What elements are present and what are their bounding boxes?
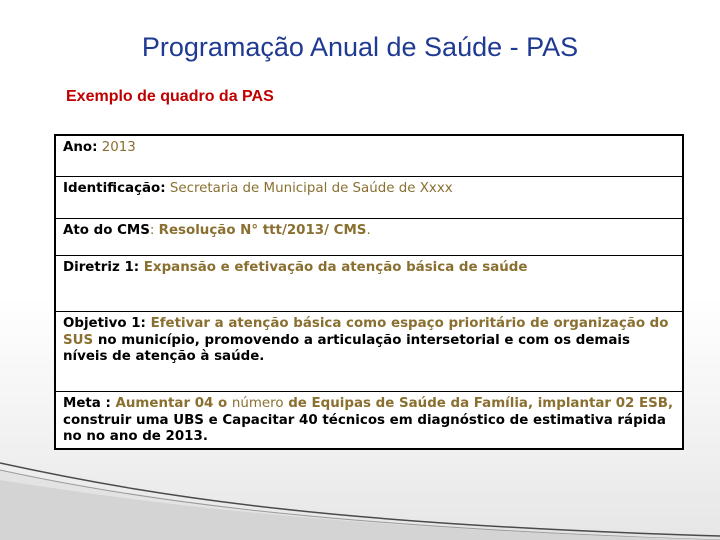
- meta-value-c: de Equipas de Saúde da Família, implantar 02 ESB,: [283, 396, 674, 411]
- ato-value: Resolução N° ttt/2013/ CMS: [158, 223, 367, 238]
- ato-sep: :: [149, 223, 159, 238]
- row-identificacao: [56, 177, 682, 219]
- row-diretriz: [56, 256, 682, 312]
- objetivo-label: Objetivo 1:: [63, 316, 146, 331]
- objetivo-value-a: Efetivar a atenção básica como espaço prioritário de organização do SUS: [63, 316, 669, 348]
- meta-value-mid: número: [231, 396, 284, 411]
- diretriz-value: Expansão e efetivação da atenção básica de saúde: [139, 260, 528, 275]
- slide-title: Programação Anual de Saúde - PAS: [141, 32, 579, 62]
- ano-value: 2013: [97, 140, 136, 155]
- slide-subtitle: Exemplo de quadro da PAS: [66, 88, 274, 105]
- row-objetivo: [56, 312, 682, 392]
- identificacao-label: Identificação:: [63, 181, 166, 196]
- row-ano: [56, 136, 682, 177]
- identificacao-value: Secretaria de Municipal de Saúde de Xxxx: [165, 181, 453, 196]
- diretriz-label: Diretriz 1:: [63, 260, 140, 275]
- ato-end: .: [366, 223, 371, 238]
- meta-value-a: Aumentar 04 o: [110, 396, 232, 411]
- ato-label: Ato do CMS: [63, 223, 150, 238]
- row-ato: [56, 219, 682, 256]
- objetivo-value-b: no município, promovendo a articulação intersetorial e com os demais níveis de atenção à saúde.: [63, 332, 630, 364]
- ano-label: Ano:: [63, 140, 98, 155]
- meta-value-d: construir uma UBS e Capacitar 40 técnicos em diagnóstico de estimativa rápida no no ano de 2013.: [63, 412, 666, 444]
- row-meta: [56, 392, 682, 450]
- meta-label: Meta :: [63, 396, 111, 411]
- pas-table: [54, 134, 684, 450]
